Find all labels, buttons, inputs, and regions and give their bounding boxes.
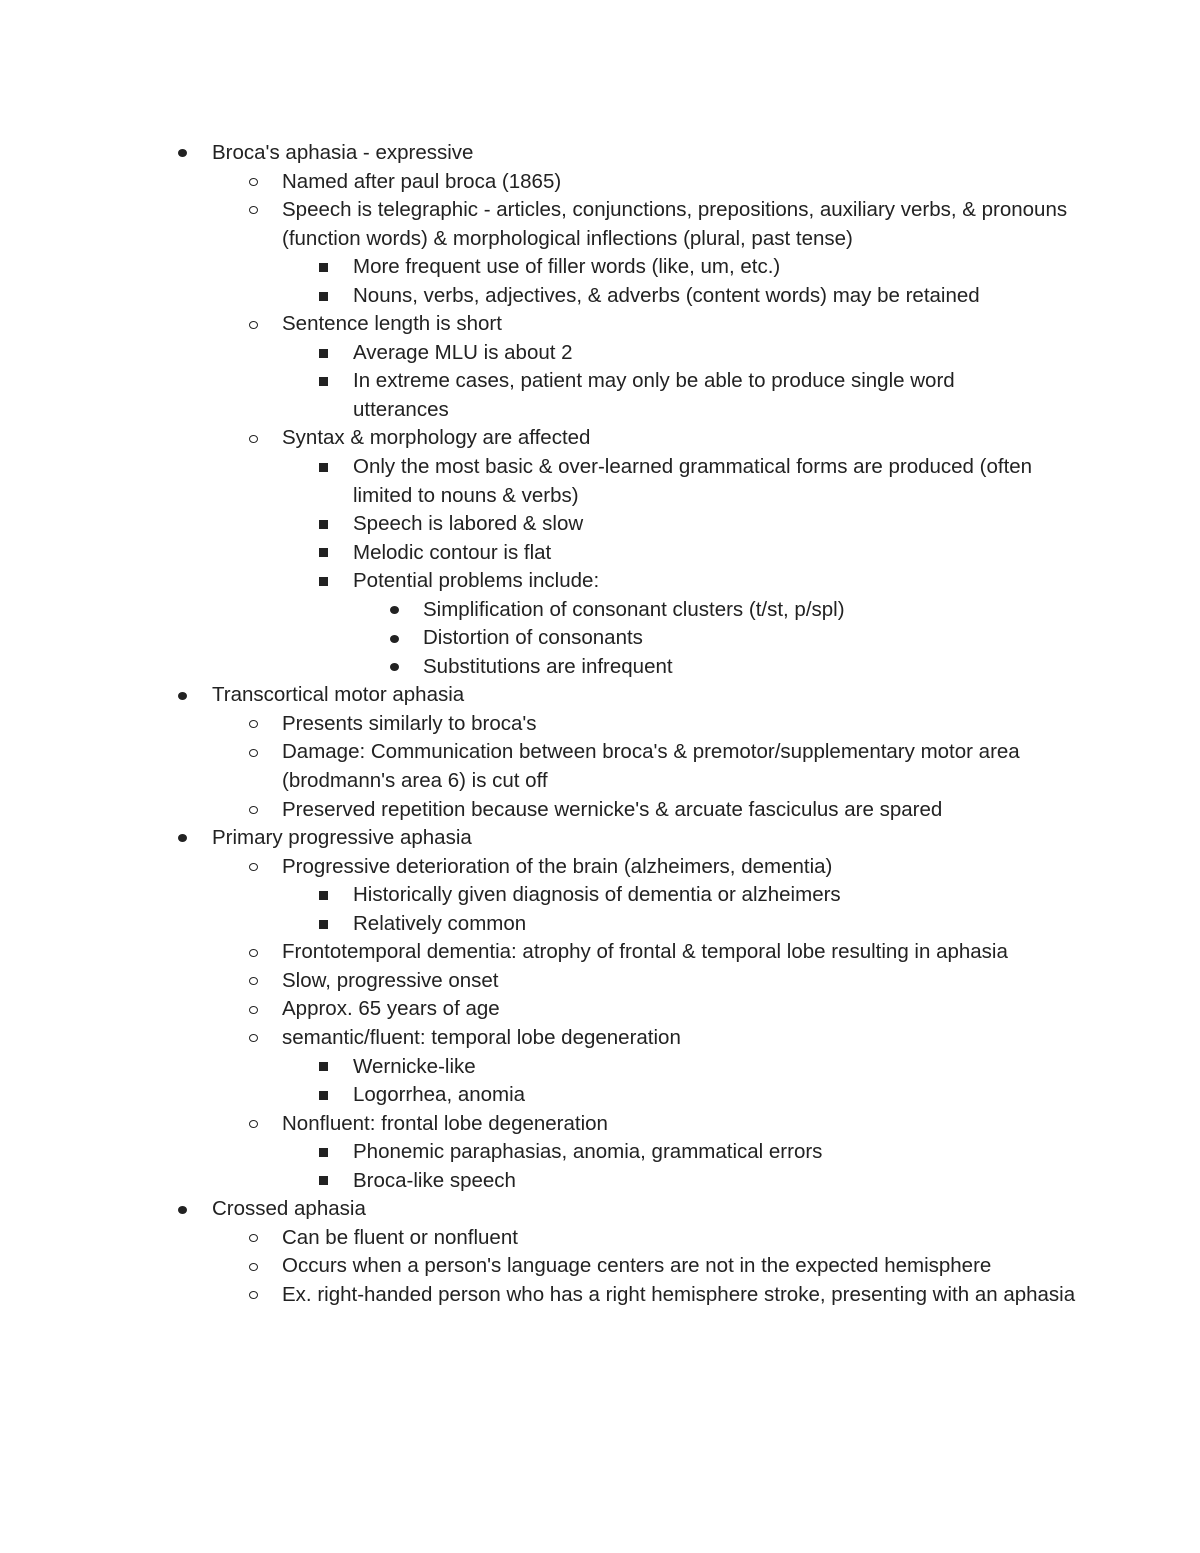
outline-item-text: Slow, progressive onset <box>282 968 499 992</box>
notes-outline <box>0 139 1200 1309</box>
outline-item-text: Nonfluent: frontal lobe degeneration <box>282 1111 608 1135</box>
outline-item-level-3 <box>0 339 1053 368</box>
hollow-circle-bullet-icon <box>249 196 258 225</box>
outline-item-text: Approx. 65 years of age <box>282 997 500 1021</box>
outline-item-level-4 <box>0 653 1063 682</box>
outline-item-level-2 <box>0 938 1082 967</box>
outline-item-text: Relatively common <box>353 911 527 935</box>
outline-item-level-3 <box>0 1167 1053 1196</box>
outline-item-text: Historically given diagnosis of dementia or alzheimers <box>353 883 841 907</box>
outline-item-level-1 <box>0 681 1062 710</box>
square-bullet-icon <box>319 253 328 282</box>
square-bullet-icon <box>319 339 328 368</box>
hollow-circle-bullet-icon <box>249 310 258 339</box>
outline-item-level-2 <box>0 310 1082 339</box>
outline-item-level-3 <box>0 1081 1053 1110</box>
outline-item-level-2 <box>0 168 1082 197</box>
outline-item-level-3 <box>0 881 1053 910</box>
outline-item-text: Damage: Communication between broca's & premotor/supplementary motor area (brodmann's area 6) is cut off <box>282 740 1020 793</box>
filled-circle-bullet-icon <box>178 824 187 853</box>
outline-item-level-3 <box>0 539 1053 568</box>
square-bullet-icon <box>319 282 328 311</box>
outline-item-text: Can be fluent or nonfluent <box>282 1225 518 1249</box>
square-bullet-icon <box>319 1167 328 1196</box>
hollow-circle-bullet-icon <box>249 168 258 197</box>
outline-item-level-2 <box>0 853 1082 882</box>
hollow-circle-bullet-icon <box>249 1224 258 1253</box>
outline-item-text: Named after paul broca (1865) <box>282 169 562 193</box>
outline-item-level-2 <box>0 796 1082 825</box>
outline-item-level-2 <box>0 1252 1082 1281</box>
outline-item-level-2 <box>0 1224 1082 1253</box>
outline-item-level-3 <box>0 1053 1053 1082</box>
filled-circle-bullet-icon <box>178 1195 187 1224</box>
outline-item-text: Speech is telegraphic - articles, conjunctions, prepositions, auxiliary verbs, & pronouns (function words) & morphological inflections (plural, past tense) <box>282 198 1068 250</box>
outline-item-text: Broca's aphasia - expressive <box>212 141 474 164</box>
hollow-circle-bullet-icon <box>249 1281 258 1310</box>
square-bullet-icon <box>319 510 328 539</box>
outline-item-level-3 <box>0 453 1053 510</box>
outline-item-text: Melodic contour is flat <box>353 540 552 564</box>
hollow-circle-bullet-icon <box>249 710 258 739</box>
outline-item-text: Preserved repetition because wernicke's & arcuate fasciculus are spared <box>282 797 943 821</box>
outline-item-level-3 <box>0 282 1053 311</box>
outline-item-level-2 <box>0 196 1082 253</box>
outline-item-level-2 <box>0 1281 1082 1310</box>
outline-item-level-2 <box>0 738 1082 795</box>
outline-item-text: Average MLU is about 2 <box>353 340 573 364</box>
outline-item-level-3 <box>0 510 1053 539</box>
filled-circle-bullet-icon <box>390 596 399 625</box>
hollow-circle-bullet-icon <box>249 1252 258 1281</box>
square-bullet-icon <box>319 881 328 910</box>
hollow-circle-bullet-icon <box>249 967 258 996</box>
filled-circle-bullet-icon <box>390 653 399 682</box>
hollow-circle-bullet-icon <box>249 1024 258 1053</box>
outline-item-text: Simplification of consonant clusters (t/st, p/spl) <box>423 597 845 621</box>
outline-item-level-3 <box>0 1138 1053 1167</box>
outline-item-text: Potential problems include: <box>353 569 600 593</box>
outline-item-text: Phonemic paraphasias, anomia, grammatical errors <box>353 1140 823 1164</box>
filled-circle-bullet-icon <box>178 681 187 710</box>
hollow-circle-bullet-icon <box>249 938 258 967</box>
square-bullet-icon <box>319 1053 328 1082</box>
outline-item-text: Crossed aphasia <box>212 1197 366 1221</box>
outline-item-level-4 <box>0 624 1063 653</box>
outline-item-level-2 <box>0 424 1082 453</box>
outline-item-text: Progressive deterioration of the brain (alzheimers, dementia) <box>282 854 833 878</box>
outline-item-level-3 <box>0 910 1053 939</box>
outline-item-level-1 <box>0 824 1062 853</box>
hollow-circle-bullet-icon <box>249 738 258 767</box>
hollow-circle-bullet-icon <box>249 796 258 825</box>
outline-item-text: Occurs when a person's language centers are not in the expected hemisphere <box>282 1254 992 1278</box>
outline-item-text: Transcortical motor aphasia <box>212 683 465 707</box>
outline-item-text: Wernicke-like <box>353 1054 476 1078</box>
outline-item-text: Substitutions are infrequent <box>423 654 673 678</box>
outline-item-text: More frequent use of filler words (like, um, etc.) <box>353 255 781 279</box>
outline-item-level-1 <box>0 139 1062 168</box>
outline-item-text: Logorrhea, anomia <box>353 1083 526 1107</box>
square-bullet-icon <box>319 367 328 396</box>
outline-item-level-2 <box>0 1024 1082 1053</box>
square-bullet-icon <box>319 567 328 596</box>
outline-item-text: Frontotemporal dementia: atrophy of frontal & temporal lobe resulting in aphasia <box>282 940 1008 964</box>
outline-item-level-2 <box>0 1110 1082 1139</box>
outline-item-level-3 <box>0 567 1053 596</box>
outline-item-level-1 <box>0 1195 1062 1224</box>
outline-item-text: Sentence length is short <box>282 312 502 336</box>
square-bullet-icon <box>319 910 328 939</box>
filled-circle-bullet-icon <box>178 139 187 168</box>
hollow-circle-bullet-icon <box>249 1110 258 1139</box>
outline-item-level-2 <box>0 995 1082 1024</box>
outline-item-text: Broca-like speech <box>353 1168 516 1192</box>
square-bullet-icon <box>319 1081 328 1110</box>
outline-item-text: Presents similarly to broca's <box>282 711 537 735</box>
outline-item-text: Syntax & morphology are affected <box>282 426 591 450</box>
square-bullet-icon <box>319 453 328 482</box>
outline-item-text: Only the most basic & over-learned grammatical forms are produced (often limited to nouns & verbs) <box>353 455 1033 507</box>
outline-item-text: Speech is labored & slow <box>353 512 584 536</box>
outline-item-text: In extreme cases, patient may only be able to produce single word utterances <box>353 369 955 421</box>
outline-item-level-4 <box>0 596 1063 625</box>
outline-item-level-3 <box>0 367 1053 424</box>
square-bullet-icon <box>319 539 328 568</box>
outline-item-text: Primary progressive aphasia <box>212 826 472 850</box>
hollow-circle-bullet-icon <box>249 424 258 453</box>
outline-item-text: semantic/fluent: temporal lobe degeneration <box>282 1025 681 1049</box>
filled-circle-bullet-icon <box>390 624 399 653</box>
outline-item-level-2 <box>0 967 1082 996</box>
hollow-circle-bullet-icon <box>249 853 258 882</box>
outline-item-text: Ex. right-handed person who has a right hemisphere stroke, presenting with an aphasia <box>282 1282 1076 1306</box>
outline-item-level-3 <box>0 253 1053 282</box>
outline-item-level-2 <box>0 710 1082 739</box>
outline-item-text: Distortion of consonants <box>423 626 643 650</box>
hollow-circle-bullet-icon <box>249 995 258 1024</box>
outline-item-text: Nouns, verbs, adjectives, & adverbs (content words) may be retained <box>353 283 980 307</box>
square-bullet-icon <box>319 1138 328 1167</box>
